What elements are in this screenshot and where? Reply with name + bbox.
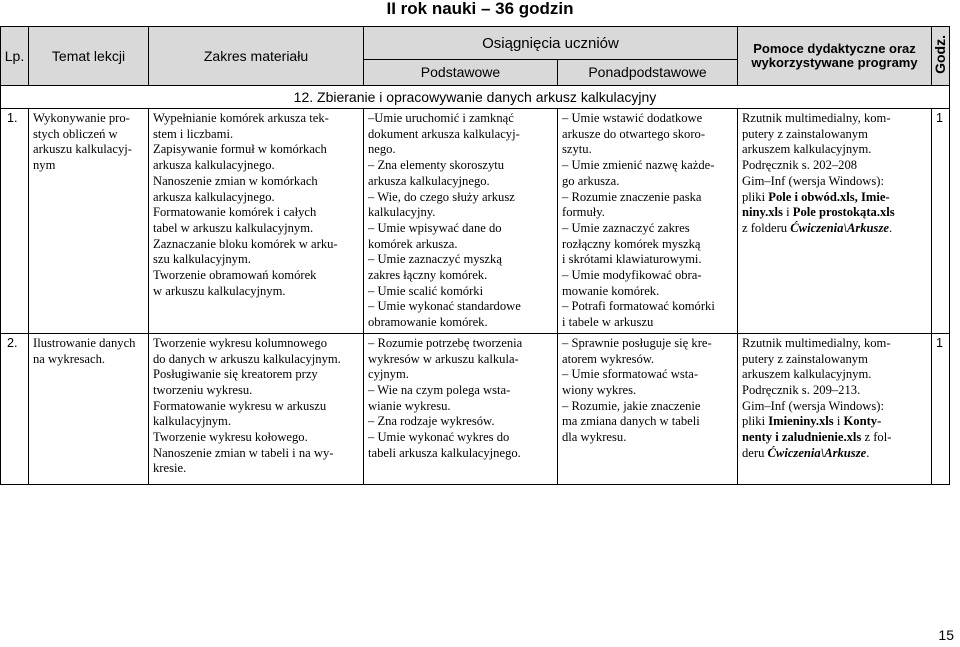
header-scope: Zakres materiału (149, 27, 364, 86)
scope-cell: Tworzenie wykresu kolumnowego do danych w arkuszu kalkulacyjnym. Posługiwanie się kreatorem przy tworzeniu wykresu. Formatowanie wykresu w arkuszu kalkulacyjnym. Tworzenie wykresu kołowego. Nanoszenie zmian w tabeli i na wy- kresie. (149, 333, 364, 484)
header-basic: Podstawowe (364, 60, 558, 86)
header-advanced: Ponadpodstawowe (558, 60, 738, 86)
header-hours (932, 27, 950, 86)
table-row (1, 333, 950, 484)
basic-goals-cell: –Umie uruchomić i zamknąć dokument arkusza kalkulacyj- nego. – Zna elementy skoroszytu arkusza kalkulacyjnego. – Wie, do czego służy arkusz kalkulacyjny. – Umie wpisywać dane do komórek arkusza. – Umie zaznaczyć myszką zakres łączny komórek. – Umie scalić komórki – Umie wykonać standardowe obramowanie komórek. (364, 109, 558, 334)
aids-cell: Rzutnik multimedialny, kom- putery z zainstalowanym arkuszem kalkulacyjnym. Podręcznik s. 209–213. Gim–Inf (wersja Windows): pliki Imieniny.xls i Konty- nenty i zaludnienie.xls z fol- deru Ćwiczenia\Arkusze. (738, 333, 932, 484)
advanced-goals-cell: – Umie wstawić dodatkowe arkusze do otwartego skoro- szytu. – Umie zmienić nazwę każde- go arkusza. – Rozumie znaczenie paska formuły. – Umie zaznaczyć zakres rozłączny komórek myszką i skrótami klawiaturowymi. – Umie modyfikować obra- mowanie komórek. – Potrafi formatować komórki i tabele w arkuszu (558, 109, 738, 334)
row-number: 1. (1, 109, 29, 334)
section-title: 12. Zbieranie i opracowywanie danych arkusz kalkulacyjny (1, 86, 950, 109)
row-number: 2. (1, 333, 29, 484)
header-aids-line1: Pomoce dydaktyczne oraz (753, 41, 916, 56)
header-goals: Osiągnięcia uczniów (364, 27, 738, 60)
header-topic: Temat lekcji (29, 27, 149, 86)
scope-cell: Wypełnianie komórek arkusza tek- stem i liczbami. Zapisywanie formuł w komórkach arkusza kalkulacyjnego. Nanoszenie zmian w komórkach arkusza kalkulacyjnego. Formatowanie komórek i całych tabel w arkuszu kalkulacyjnym. Zaznaczanie bloku komórek w arku- szu kalkulacyjnym. Tworzenie obramowań komórek w arkuszu kalkulacyjnym. (149, 109, 364, 334)
advanced-goals-cell: – Sprawnie posługuje się kre- atorem wykresów. – Umie sformatować wsta- wiony wykres. – Rozumie, jakie znaczenie ma zmiana danych w tabeli dla wykresu. (558, 333, 738, 484)
aids-cell: Rzutnik multimedialny, kom- putery z zainstalowanym arkuszem kalkulacyjnym. Podręcznik s. 202–208 Gim–Inf (wersja Windows): pliki Pole i obwód.xls, Imie- niny.xls i Pole prostokąta.xls z folderu Ćwiczenia\Arkusze. (738, 109, 932, 334)
document-title: II rok nauki – 36 godzin (386, 0, 574, 18)
topic-cell: Ilustrowanie danych na wykresach. (29, 333, 149, 484)
table-row (1, 109, 950, 334)
lesson-plan-table (0, 26, 950, 485)
header-aids-line2: wykorzystywane programy (751, 55, 918, 70)
header-hours-label: Godz. (932, 35, 948, 74)
header-lp: Lp. (1, 27, 29, 86)
page-number: 15 (938, 627, 954, 643)
hours-cell: 1 (932, 109, 950, 334)
topic-cell: Wykonywanie pro- stych obliczeń w arkuszu kalkulacyj- nym (29, 109, 149, 334)
basic-goals-cell: – Rozumie potrzebę tworzenia wykresów w arkuszu kalkula- cyjnym. – Wie na czym polega wsta- wianie wykresu. – Zna rodzaje wykresów. – Umie wykonać wykres do tabeli arkusza kalkulacyjnego. (364, 333, 558, 484)
hours-cell: 1 (932, 333, 950, 484)
header-aids (738, 27, 932, 86)
